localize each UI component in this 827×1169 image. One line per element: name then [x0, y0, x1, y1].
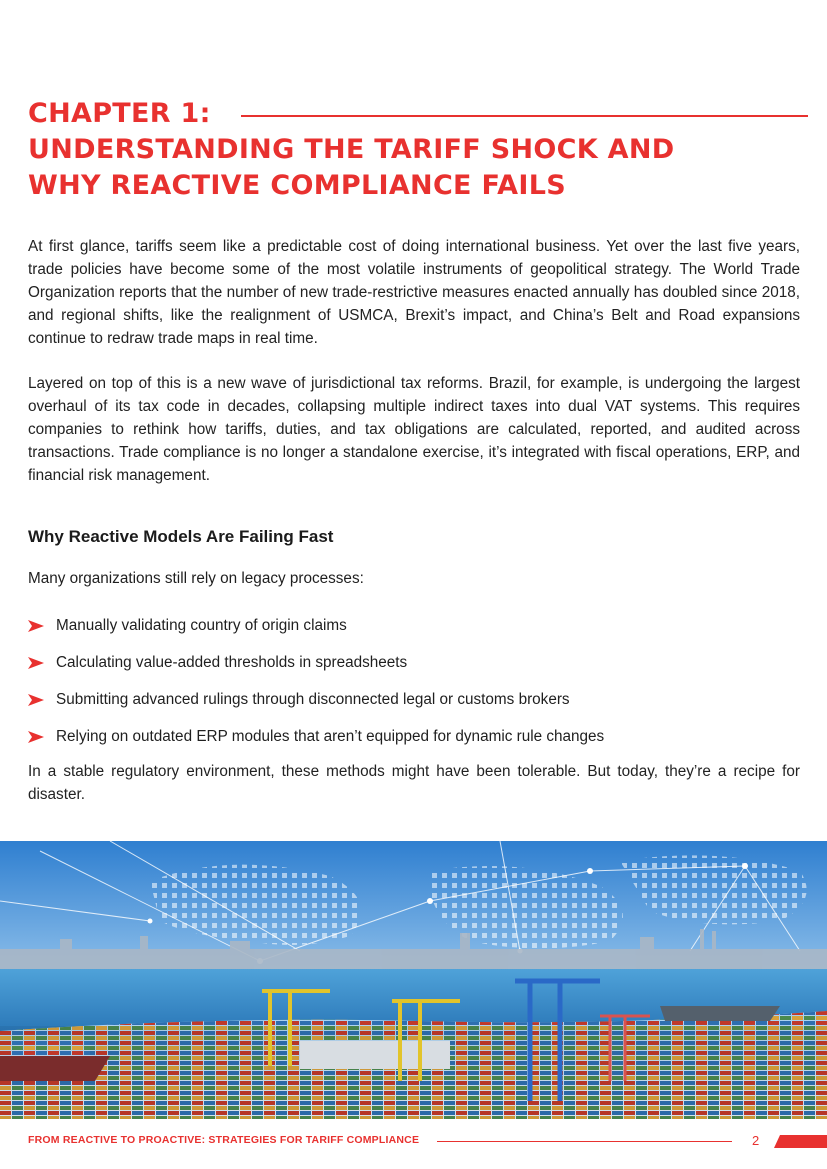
footer-title: FROM REACTIVE TO PROACTIVE: STRATEGIES FOR TARIFF COMPLIANCE: [28, 1134, 420, 1146]
paragraph-2: Layered on top of this is a new wave of jurisdictional tax reforms. Brazil, for example, is undergoing the largest overhaul of its tax code in decades, collapsing multiple indirect taxes into dual VAT systems. This requires companies to rethink how tariffs, duties, and tax obligations are calculated, reported, and audited across transactions. Trade compliance is no longer a standalone exercise, it’s integrated with fiscal operations, ERP, and financial risk management.: [28, 375, 800, 484]
chapter-line1: [28, 96, 808, 132]
footer-rule: [437, 1141, 732, 1142]
bullet-text: Submitting advanced rulings through disconnected legal or customs brokers: [56, 691, 570, 708]
list-item: [28, 607, 800, 644]
list-item: [28, 718, 800, 755]
arrow-bullet-icon: [28, 694, 44, 706]
chapter-title-line-2: UNDERSTANDING THE TARIFF SHOCK AND: [28, 134, 675, 165]
page-number: 2: [752, 1133, 760, 1148]
page-tab-decoration: [774, 1135, 827, 1148]
bullet-text: Calculating value-added thresholds in spreadsheets: [56, 654, 408, 671]
section-intro: Many organizations still rely on legacy processes:: [28, 570, 364, 587]
bullet-list: [28, 607, 800, 755]
arrow-bullet-icon: [28, 731, 44, 743]
chapter-label: CHAPTER 1:: [28, 98, 211, 129]
chapter-heading: [28, 96, 808, 204]
port-containers-illustration: [0, 841, 827, 1119]
port-hero-image: [0, 841, 827, 1119]
page-footer: [0, 1130, 827, 1154]
chapter-title-line-3: WHY REACTIVE COMPLIANCE FAILS: [28, 170, 566, 201]
bullet-text: Relying on outdated ERP modules that aren’t equipped for dynamic rule changes: [56, 728, 605, 745]
section-heading: Why Reactive Models Are Failing Fast: [28, 527, 334, 546]
list-item: [28, 644, 800, 681]
arrow-bullet-icon: [28, 657, 44, 669]
bullet-text: Manually validating country of origin claims: [56, 617, 347, 634]
conclusion-paragraph: In a stable regulatory environment, these methods might have been tolerable. But today, they’re a recipe for disaster.: [28, 763, 800, 803]
heading-rule: [241, 115, 808, 117]
list-item: [28, 681, 800, 718]
arrow-bullet-icon: [28, 620, 44, 632]
paragraph-1: At first glance, tariffs seem like a predictable cost of doing international business. Yet over the last five years, trade policies have become some of the most volatile instruments of geopolitical strategy. The World Trade Organization reports that the number of new trade-restrictive measures enacted annually has doubled since 2018, and regional shifts, like the realignment of USMCA, Brexit’s impact, and China’s Belt and Road expansions continue to redraw trade maps in real time.: [28, 238, 800, 347]
